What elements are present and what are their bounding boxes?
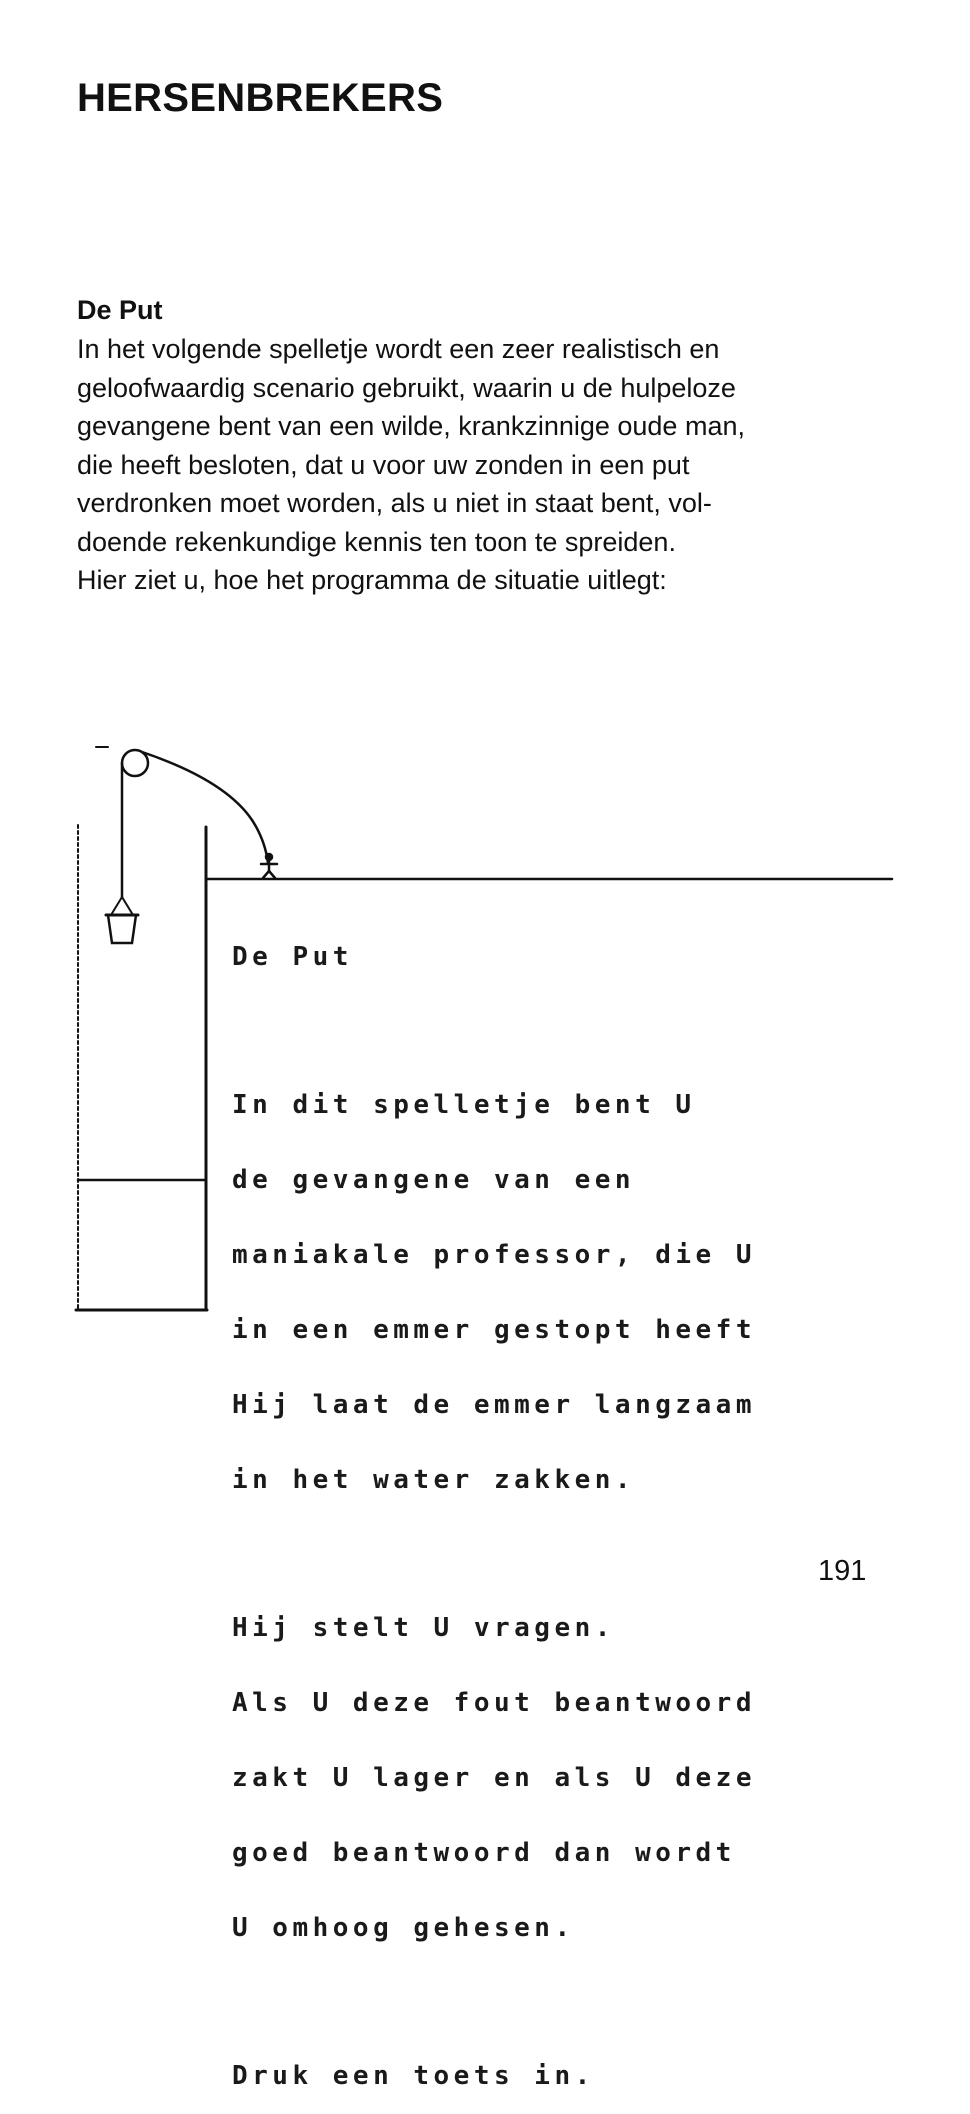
- screen-line: Hij stelt U vragen.: [232, 1613, 615, 1643]
- screen-line: zakt U lager en als U deze: [232, 1763, 756, 1793]
- professor-figure: [261, 854, 277, 878]
- screen-prompt: Druk een toets in.: [232, 2061, 595, 2091]
- body-line: gevangene bent van een wilde, krankzinnige oude man,: [77, 411, 745, 441]
- body-line: In het volgende spelletje wordt een zeer realistisch en: [77, 334, 720, 364]
- screen-line: in het water zakken.: [232, 1465, 636, 1495]
- screen-line: maniakale professor, die U: [232, 1240, 756, 1270]
- bucket-icon: [108, 915, 136, 943]
- body-line: verdronken moet worden, als u niet in staat bent, vol-: [77, 488, 712, 518]
- screen-title: De Put: [232, 942, 353, 972]
- screen-line: de gevangene van een: [232, 1165, 636, 1195]
- screen-line: U omhoog gehesen.: [232, 1913, 575, 1943]
- page-number: 191: [818, 1555, 867, 1587]
- body-line: geloofwaardig scenario gebruikt, waarin u de hulpeloze: [77, 372, 736, 403]
- body-paragraph: [77, 330, 877, 600]
- section-title: De Put: [77, 295, 163, 325]
- screen-line: Als U deze fout beantwoord: [232, 1688, 756, 1718]
- screen-line: in een emmer gestopt heeft: [232, 1315, 756, 1345]
- body-line: doende rekenkundige kennis ten toon te spreiden.: [77, 526, 676, 557]
- screen-line: goed beantwoord dan wordt: [232, 1838, 736, 1868]
- body-line: Hier ziet u, hoe het programma de situatie uitlegt:: [77, 565, 667, 595]
- body-line: die heeft besloten, dat u voor uw zonden in een put: [77, 449, 690, 480]
- program-screen-text: [232, 895, 756, 2114]
- page-header: HERSENBREKERS: [77, 76, 444, 120]
- screen-line: Hij laat de emmer langzaam: [232, 1390, 756, 1420]
- screen-line: In dit spelletje bent U: [232, 1090, 696, 1120]
